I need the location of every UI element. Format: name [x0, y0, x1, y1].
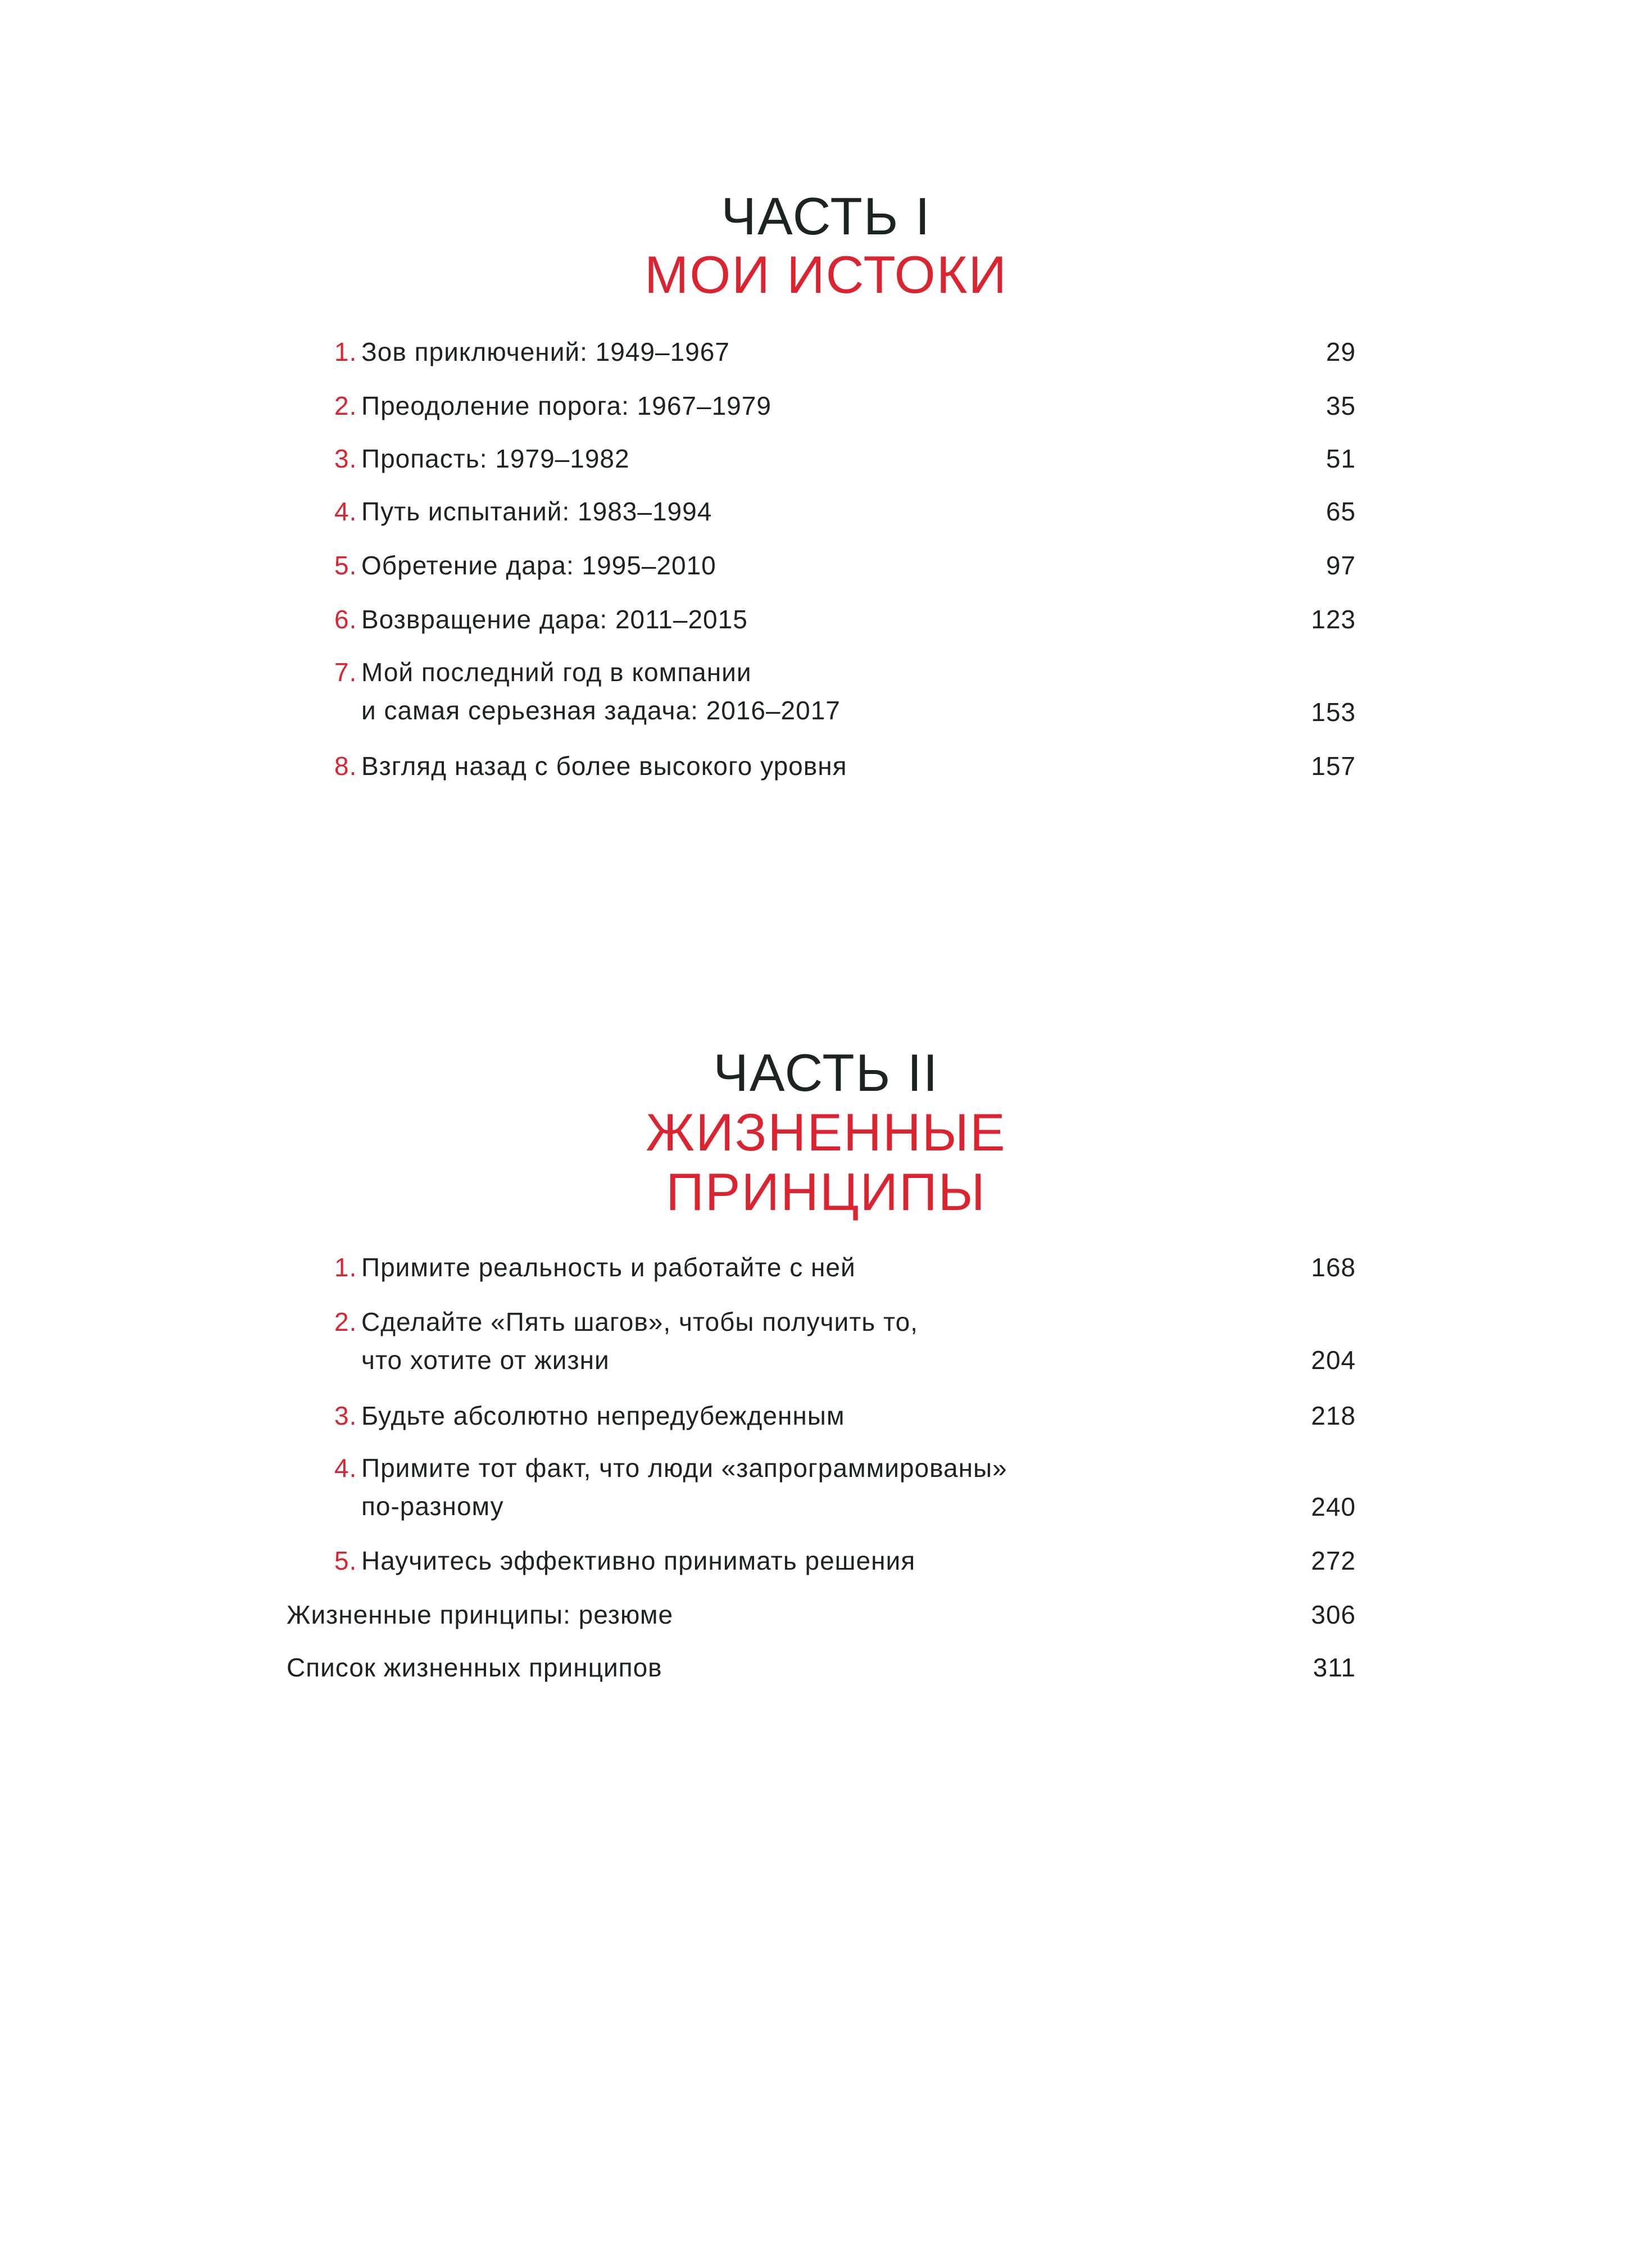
chapter-title: Примите реальность и работайте с ней	[361, 1253, 856, 1282]
chapter-title: Пропасть: 1979–1982	[361, 444, 630, 473]
chapter-number: 1.	[334, 337, 357, 366]
page-number: 168	[1311, 1253, 1356, 1282]
page-number: 218	[1311, 1401, 1356, 1430]
chapter-number: 4.	[334, 1453, 357, 1483]
chapter-number: 8.	[334, 751, 357, 781]
chapter-title: Возвращение дара: 2011–2015	[361, 605, 748, 634]
chapter-number: 3.	[334, 444, 357, 473]
chapter-title	[361, 1455, 1007, 1519]
chapter-number: 6.	[334, 605, 357, 634]
part2-label: ЧАСТЬ II	[713, 1043, 939, 1102]
page-number: 240	[1311, 1492, 1356, 1521]
chapter-number: 4.	[334, 497, 357, 526]
chapter-title: Преодоление порога: 1967–1979	[361, 391, 771, 420]
chapter-number: 7.	[334, 658, 357, 687]
chapter-title: Научитесь эффективно принимать решения	[361, 1546, 916, 1575]
page-number: 272	[1311, 1546, 1356, 1575]
part1-label: ЧАСТЬ I	[721, 187, 931, 246]
page-number: 51	[1326, 444, 1356, 473]
page-number: 65	[1326, 497, 1356, 526]
chapter-title	[361, 659, 841, 723]
page-number: 153	[1311, 697, 1356, 727]
chapter-number: 5.	[334, 1546, 357, 1575]
page-number: 311	[1313, 1653, 1356, 1682]
chapter-number: 1.	[334, 1253, 357, 1282]
chapter-title	[361, 1309, 918, 1373]
page-number: 306	[1311, 1600, 1356, 1629]
part2-title-line2: ПРИНЦИПЫ	[666, 1162, 986, 1221]
page-number: 29	[1326, 337, 1356, 366]
chapter-title: Путь испытаний: 1983–1994	[361, 497, 712, 526]
chapter-number: 3.	[334, 1401, 357, 1430]
chapter-title-line2: по-разному	[361, 1492, 504, 1521]
page-number: 204	[1311, 1345, 1356, 1375]
chapter-title: Обретение дара: 1995–2010	[361, 551, 716, 580]
part1-title: МОИ ИСТОКИ	[644, 245, 1008, 304]
chapter-number: 2.	[334, 391, 357, 420]
chapter-number: 2.	[334, 1307, 357, 1336]
chapter-title-line2: и самая серьезная задача: 2016–2017	[361, 696, 841, 725]
chapter-title: Будьте абсолютно непредубежденным	[361, 1401, 845, 1430]
section-title: Список жизненных принципов	[287, 1653, 662, 1682]
page-number: 35	[1326, 391, 1356, 420]
section-title: Жизненные принципы: резюме	[287, 1600, 674, 1629]
page-number: 123	[1311, 605, 1356, 634]
part2-title-line1: ЖИЗНЕННЫЕ	[646, 1103, 1006, 1162]
chapter-title: Взгляд назад с более высокого уровня	[361, 751, 847, 781]
chapter-title: Зов приключений: 1949–1967	[361, 337, 730, 366]
chapter-title-line1: Примите тот факт, что люди «запрограммированы»	[361, 1453, 1007, 1483]
chapter-title-line2: что хотите от жизни	[361, 1345, 610, 1375]
page-number: 157	[1311, 751, 1356, 781]
chapter-title-line1: Сделайте «Пять шагов», чтобы получить то,	[361, 1307, 918, 1336]
page-number: 97	[1326, 551, 1356, 580]
chapter-title-line1: Мой последний год в компании	[361, 658, 752, 687]
chapter-number: 5.	[334, 551, 357, 580]
